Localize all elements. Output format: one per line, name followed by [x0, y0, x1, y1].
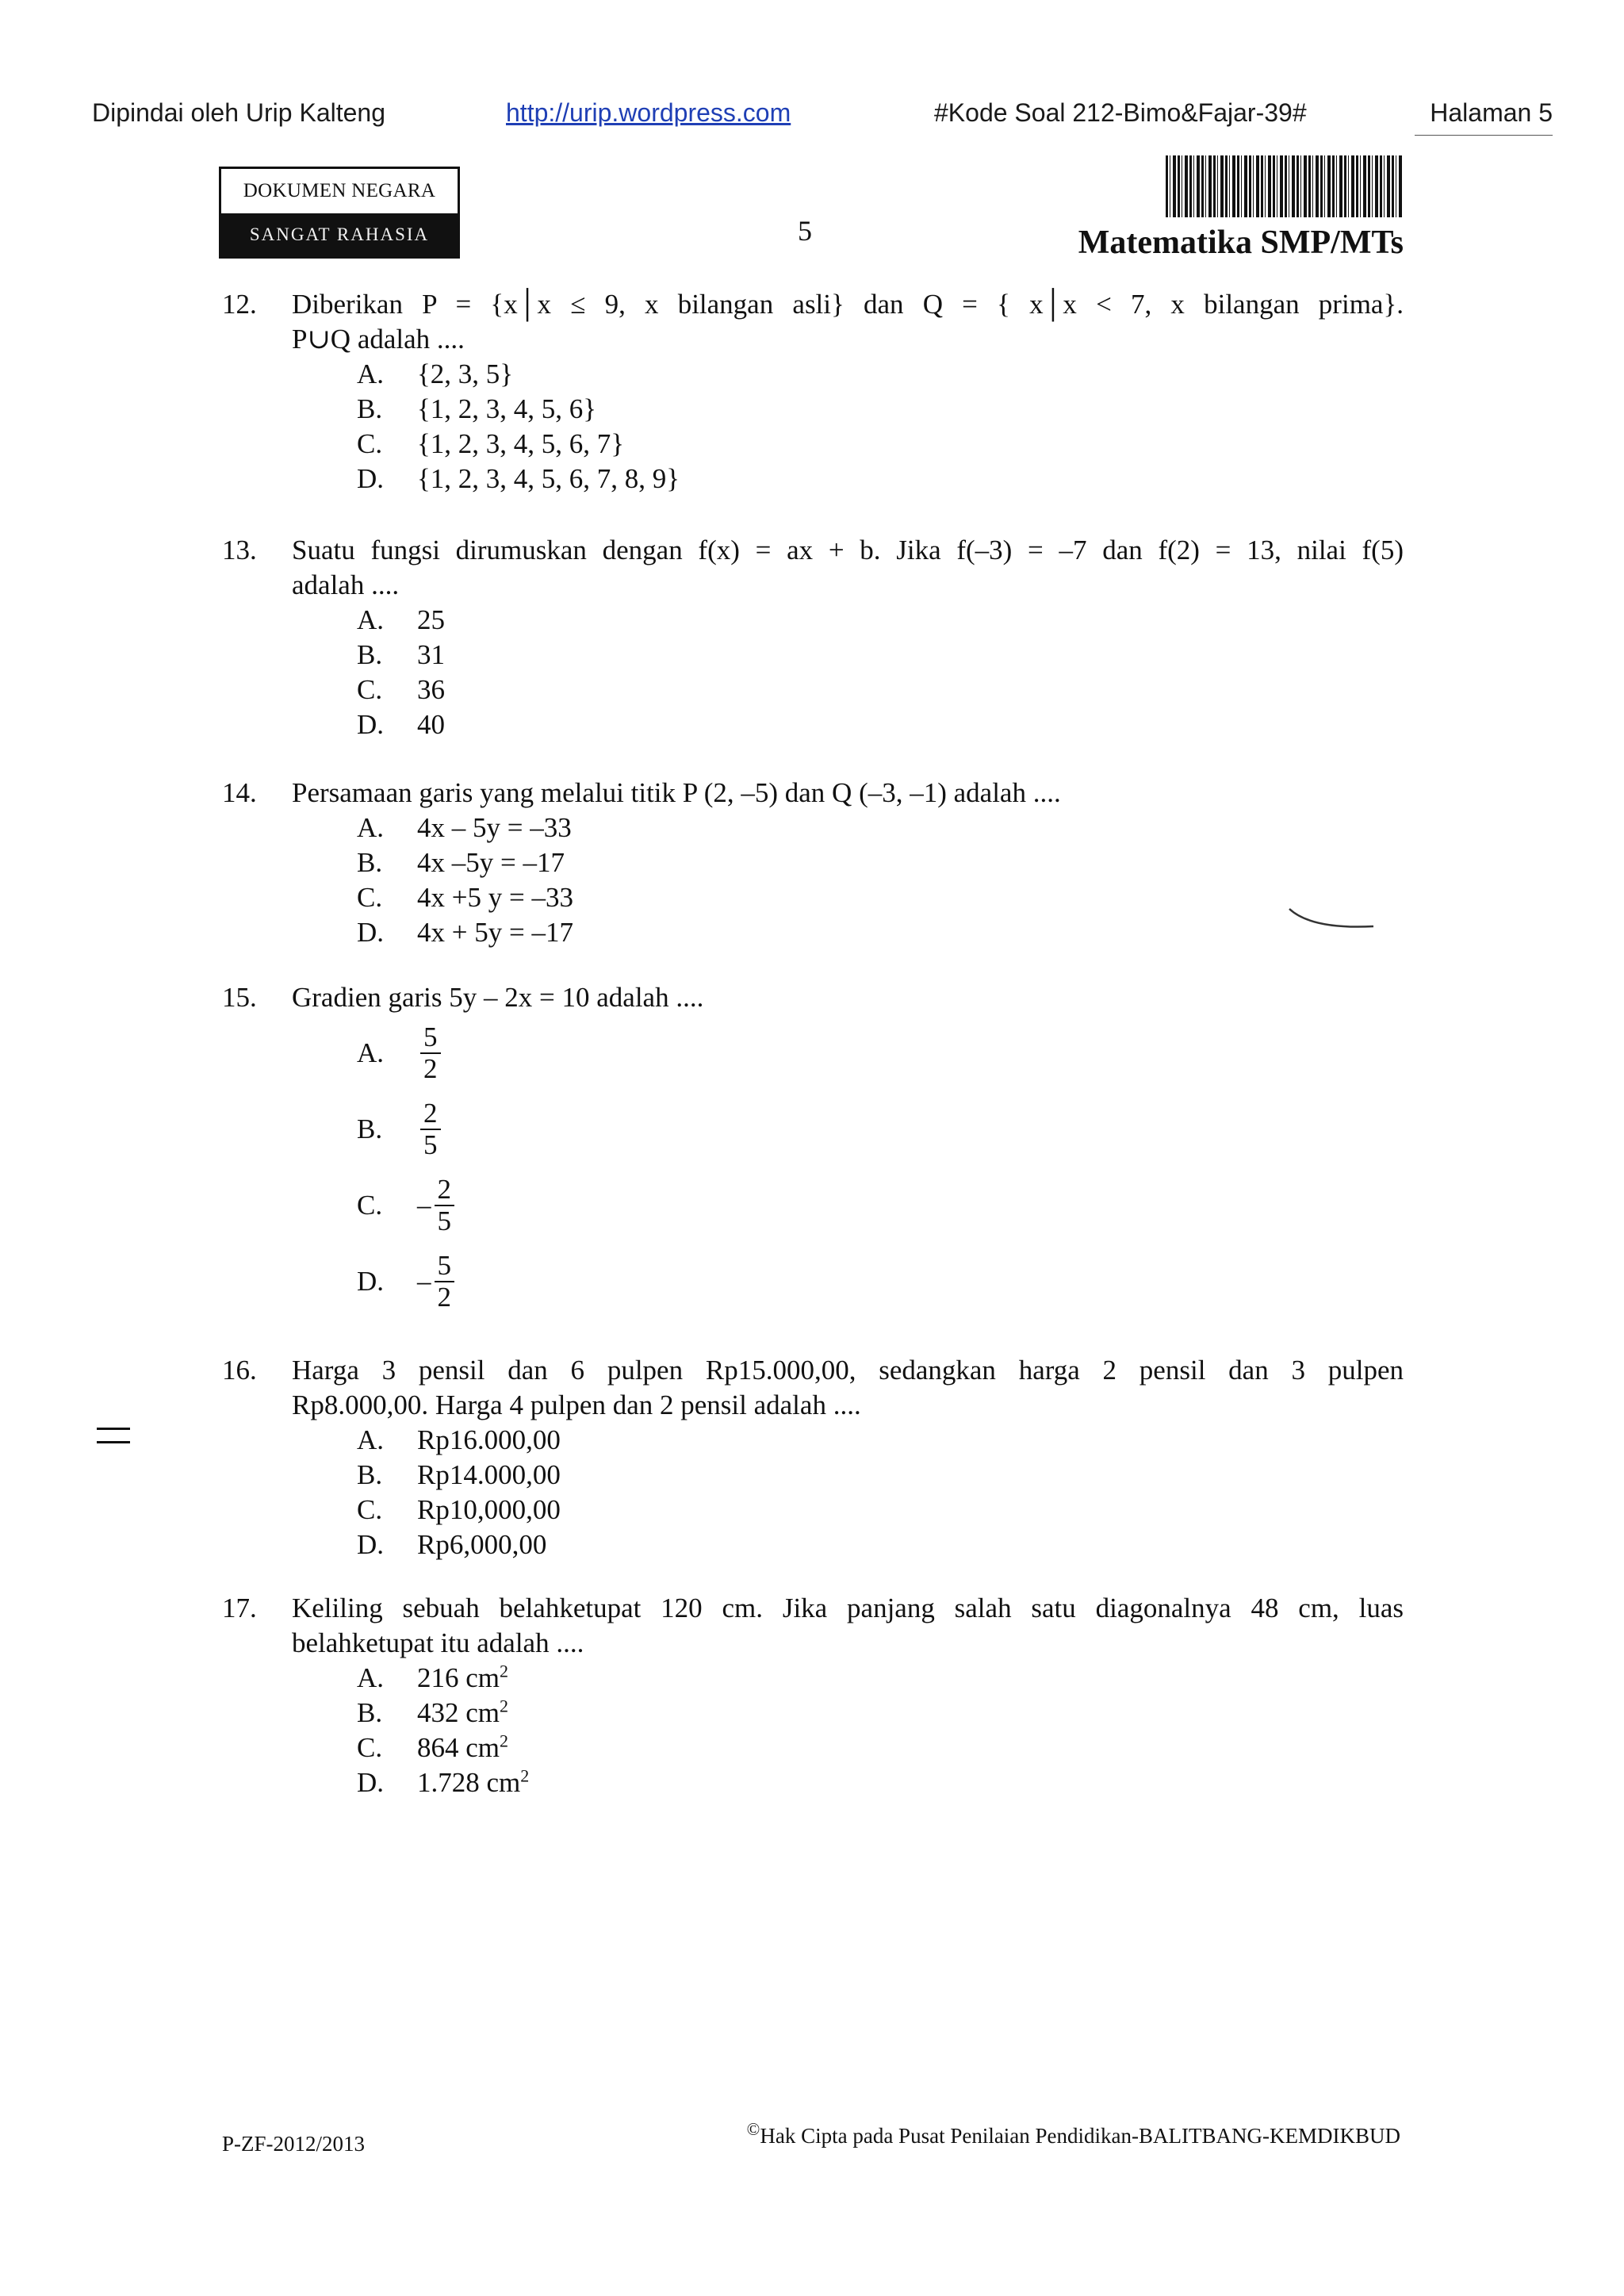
answer-options [357, 1015, 1404, 1320]
area-value: 432 cm [417, 1697, 500, 1728]
option-label: D. [357, 1266, 385, 1297]
option-label: A. [357, 358, 385, 389]
option-label: C. [357, 1732, 383, 1763]
stamp-bottom-text: SANGAT RAHASIA [221, 213, 458, 256]
option-label: A. [357, 604, 385, 635]
question-text [292, 1353, 1404, 1423]
option-value [417, 1765, 529, 1800]
negative-sign: – [417, 1266, 431, 1297]
answer-option-c[interactable] [357, 427, 1404, 462]
option-value: 4x +5 y = –33 [417, 882, 573, 913]
option-label: A. [357, 1662, 385, 1693]
question-text-line: Harga 3 pensil dan 6 pulpen Rp15.000,00, sedangkan harga 2 pensil dan 3 pulpen [292, 1355, 1404, 1386]
answer-option-b[interactable] [357, 638, 1404, 673]
question-text-line: adalah .... [292, 569, 400, 600]
fraction [420, 1022, 441, 1084]
page-number: 5 [798, 215, 812, 247]
scan-page-label: Halaman 5 [1430, 98, 1553, 127]
question-number: 17. [222, 1593, 257, 1623]
question-text [292, 776, 1404, 811]
area-value: 216 cm [417, 1662, 500, 1693]
question-17 [222, 1591, 1404, 1800]
answer-options [357, 603, 1404, 742]
option-label: A. [357, 1037, 385, 1068]
question-13 [222, 533, 1404, 742]
question-text-line: Suatu fungsi dirumuskan dengan f(x) = ax + b. Jika f(–3) = –7 dan f(2) = 13, nilai f(5) [292, 535, 1404, 565]
pencil-stroke-mark [1288, 906, 1375, 937]
option-value: Rp6,000,00 [417, 1529, 547, 1560]
scanned-by-text: Dipindai oleh Urip Kalteng [92, 98, 385, 127]
option-label: A. [357, 812, 385, 843]
fraction-numerator: 5 [435, 1251, 455, 1282]
subject-title: Matematika SMP/MTs [1078, 224, 1404, 261]
question-12 [222, 287, 1404, 496]
question-text [292, 980, 1404, 1015]
option-value: 40 [417, 709, 445, 740]
option-label: B. [357, 639, 383, 670]
stamp-top-text: DOKUMEN NEGARA [243, 180, 436, 201]
fraction-denominator: 2 [423, 1053, 438, 1084]
area-value: 864 cm [417, 1732, 500, 1763]
option-value: {1, 2, 3, 4, 5, 6, 7, 8, 9} [417, 463, 680, 494]
option-value: Rp16.000,00 [417, 1424, 561, 1455]
option-value: 4x –5y = –17 [417, 847, 565, 878]
source-url-link[interactable]: http://urip.wordpress.com [506, 98, 791, 127]
option-value: Rp14.000,00 [417, 1459, 561, 1490]
answer-option-b[interactable] [357, 1696, 1404, 1731]
fraction-denominator: 2 [437, 1282, 451, 1313]
option-label: D. [357, 917, 385, 948]
answer-option-d[interactable] [357, 462, 1404, 496]
question-number: 13. [222, 535, 257, 565]
option-label: B. [357, 1459, 383, 1490]
option-value: {1, 2, 3, 4, 5, 6, 7} [417, 428, 625, 459]
option-value [417, 1731, 508, 1765]
option-label: C. [357, 882, 383, 913]
answer-option-a[interactable] [357, 811, 1404, 845]
question-text-line: Rp8.000,00. Harga 4 pulpen dan 2 pensil adalah .... [292, 1389, 861, 1420]
option-label: C. [357, 428, 383, 459]
question-text-line: Diberikan P = {x│x ≤ 9, x bilangan asli} dan Q = { x│x < 7, x bilangan prima}. [292, 289, 1404, 320]
fraction [435, 1175, 455, 1236]
question-text-line: Keliling sebuah belahketupat 120 cm. Jika panjang salah satu diagonalnya 48 cm, luas [292, 1593, 1404, 1623]
scan-header [92, 98, 1553, 140]
copyright-text: Hak Cipta pada Pusat Penilaian Pendidikan-BALITBANG-KEMDIKBUD [760, 2124, 1400, 2148]
option-value: 25 [417, 604, 445, 635]
area-exponent: 2 [500, 1696, 509, 1716]
question-number: 15. [222, 982, 257, 1013]
question-text-line: Gradien garis 5y – 2x = 10 adalah .... [292, 982, 704, 1013]
option-label: D. [357, 1767, 385, 1798]
option-label: D. [357, 463, 385, 494]
area-exponent: 2 [500, 1731, 509, 1751]
margin-equals-mark [97, 1428, 130, 1443]
answer-option-a[interactable] [357, 1423, 1404, 1458]
fraction-denominator: 5 [423, 1129, 438, 1160]
option-value: {1, 2, 3, 4, 5, 6} [417, 393, 597, 424]
option-label: B. [357, 847, 383, 878]
question-number: 16. [222, 1355, 257, 1386]
footer-copyright [746, 2119, 1400, 2148]
answer-options [357, 1661, 1404, 1800]
question-text-line: P∪Q adalah .... [292, 324, 465, 355]
question-text [292, 1591, 1404, 1661]
question-14 [222, 776, 1404, 950]
answer-option-c[interactable] [357, 1493, 1404, 1527]
answer-option-d[interactable] [357, 1244, 1404, 1320]
answer-option-d[interactable] [357, 915, 1404, 950]
fraction-numerator: 2 [435, 1175, 455, 1206]
option-label: B. [357, 1697, 383, 1728]
option-value: 4x + 5y = –17 [417, 917, 573, 948]
option-label: C. [357, 1190, 383, 1221]
negative-sign: – [417, 1190, 431, 1221]
option-label: B. [357, 1114, 383, 1144]
question-code-text: #Kode Soal 212-Bimo&Fajar-39# [934, 98, 1307, 127]
area-value: 1.728 cm [417, 1767, 521, 1798]
answer-option-c[interactable] [357, 1731, 1404, 1765]
barcode-image [1166, 155, 1404, 217]
option-label: A. [357, 1424, 385, 1455]
classification-stamp [219, 167, 460, 259]
question-text-line: Persamaan garis yang melalui titik P (2, –5) dan Q (–3, –1) adalah .... [292, 777, 1061, 808]
answer-option-a[interactable] [357, 357, 1404, 392]
answer-option-d[interactable] [357, 707, 1404, 742]
option-value: 36 [417, 674, 445, 705]
option-value: 31 [417, 639, 445, 670]
option-label: D. [357, 709, 385, 740]
answer-options [357, 1423, 1404, 1562]
answer-option-b[interactable] [357, 392, 1404, 427]
answer-option-d[interactable] [357, 1527, 1404, 1562]
option-label: D. [357, 1529, 385, 1560]
fraction-numerator: 2 [420, 1098, 441, 1130]
answer-option-d[interactable] [357, 1765, 1404, 1800]
question-15 [222, 980, 1404, 1320]
option-label: C. [357, 1494, 383, 1525]
option-value [417, 1696, 508, 1731]
answer-options [357, 357, 1404, 496]
answer-option-a[interactable] [357, 603, 1404, 638]
question-number: 12. [222, 289, 257, 320]
answer-options [357, 811, 1404, 950]
question-number: 14. [222, 777, 257, 808]
copyright-symbol: © [746, 2119, 760, 2139]
question-16 [222, 1353, 1404, 1562]
area-exponent: 2 [520, 1765, 530, 1786]
answer-option-b[interactable] [357, 845, 1404, 880]
answer-option-b[interactable] [357, 1458, 1404, 1493]
fraction-numerator: 5 [420, 1022, 441, 1054]
fraction [420, 1098, 441, 1160]
answer-option-c[interactable] [357, 1167, 1404, 1244]
question-text [292, 287, 1404, 357]
option-value: Rp10,000,00 [417, 1494, 561, 1525]
answer-option-c[interactable] [357, 880, 1404, 915]
fraction-denominator: 5 [437, 1205, 451, 1236]
fraction [435, 1251, 455, 1313]
option-value: {2, 3, 5} [417, 358, 514, 389]
footer-document-code: P-ZF-2012/2013 [222, 2132, 366, 2156]
question-text [292, 533, 1404, 603]
header-underline [1415, 135, 1553, 136]
option-label: C. [357, 674, 383, 705]
question-text-line: belahketupat itu adalah .... [292, 1627, 584, 1658]
option-value [417, 1661, 508, 1696]
answer-option-a[interactable] [357, 1015, 1404, 1091]
option-label: B. [357, 393, 383, 424]
area-exponent: 2 [500, 1661, 509, 1681]
option-value: 4x – 5y = –33 [417, 812, 572, 843]
answer-option-b[interactable] [357, 1091, 1404, 1167]
answer-option-c[interactable] [357, 673, 1404, 707]
answer-option-a[interactable] [357, 1661, 1404, 1696]
